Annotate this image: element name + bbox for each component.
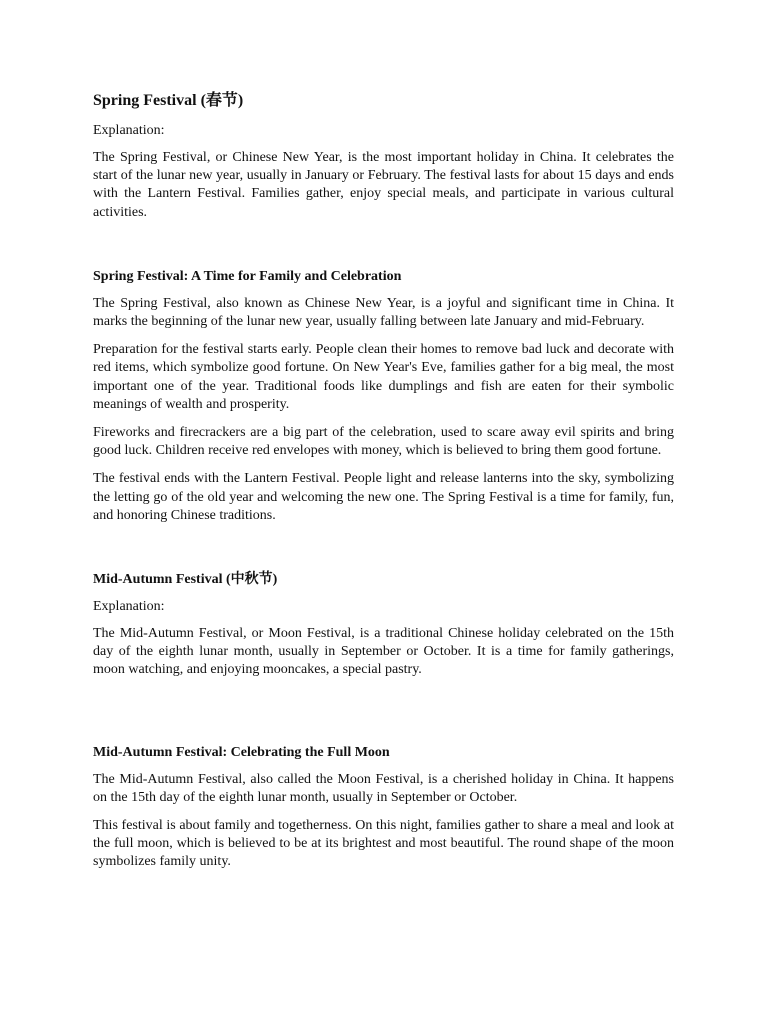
spring-paragraph-1: The Spring Festival, also known as Chinese New Year, is a joyful and significant time in China. It marks the beginning of the lunar new year, usually falling between late January and mid-February. (93, 295, 674, 330)
spring-explanation-label: Explanation: (93, 123, 165, 138)
spring-explanation-text: The Spring Festival, or Chinese New Year, is the most important holiday in China. It celebrates the start of the lunar new year, usually in January or February. The festival lasts for about 15 days and ends with the Lantern Festival. Families gather, enjoy special meals, and participate in various cultural activities. (93, 150, 674, 220)
midautumn-festival-title: Mid-Autumn Festival (中秋节) (93, 572, 278, 588)
spring-essay-title: Spring Festival: A Time for Family and Celebration (93, 268, 402, 284)
document-page (93, 90, 674, 882)
midautumn-paragraph-1: The Mid-Autumn Festival, also called the Moon Festival, is a cherished holiday in China. It happens on the 15th day of the eighth lunar month, usually in September or October. (93, 771, 674, 805)
midautumn-explanation-text: The Mid-Autumn Festival, or Moon Festival, is a traditional Chinese holiday celebrated on the 15th day of the eighth lunar month, usually in September or October. It is a time for family gatherings, moon watching, and enjoying mooncakes, a special pastry. (93, 626, 674, 678)
spacer (93, 232, 674, 268)
spacer (93, 690, 674, 744)
spring-paragraph-2: Preparation for the festival starts early. People clean their homes to remove bad luck and decorate with red items, which symbolize good fortune. On New Year's Eve, families gather for a big meal, the most important one of the year. Traditional foods like dumplings and fish are eaten for their symbolic meanings of wealth and prosperity. (93, 342, 674, 412)
midautumn-essay-title: Mid-Autumn Festival: Celebrating the Full Moon (93, 744, 390, 760)
spacer (93, 535, 674, 571)
midautumn-paragraph-2: This festival is about family and togetherness. On this night, families gather to share a meal and look at the full moon, which is believed to be at its brightest and most beautiful. The round shape of the moon symbolizes family unity. (93, 818, 674, 870)
spring-festival-title: Spring Festival (春节) (93, 92, 244, 109)
spring-paragraph-3: Fireworks and firecrackers are a big part of the celebration, used to scare away evil spirits and bring good luck. Children receive red envelopes with money, which is believed to bring them good fortune. (93, 425, 674, 459)
midautumn-explanation-label: Explanation: (93, 599, 165, 615)
spring-paragraph-4: The festival ends with the Lantern Festival. People light and release lanterns into the sky, symbolizing the letting go of the old year and welcoming the new one. The Spring Festival is a time for family, fun, and honoring Chinese traditions. (93, 471, 674, 523)
